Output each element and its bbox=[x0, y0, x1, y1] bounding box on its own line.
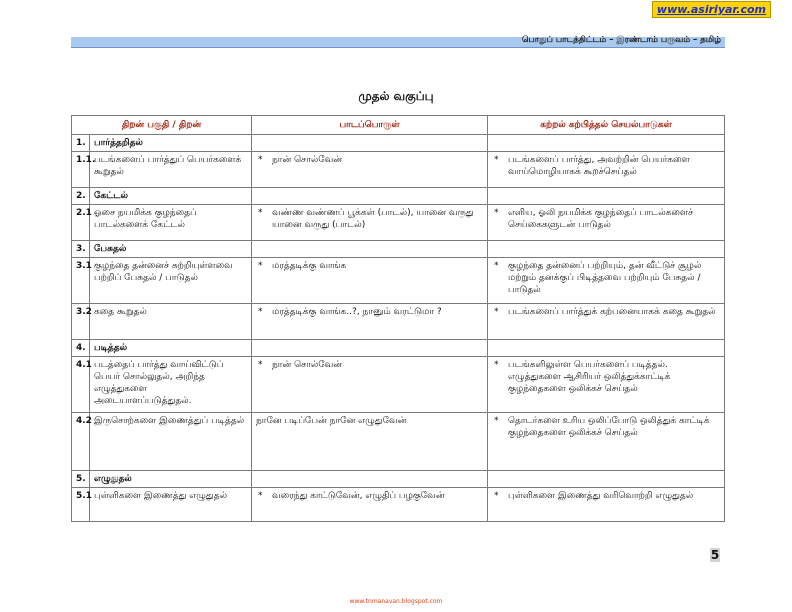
bullet-star-icon: * bbox=[258, 360, 263, 370]
bullet-star-icon: * bbox=[494, 491, 499, 501]
row-topic: நானே படிப்பேன் நானே எழுதுவேன் bbox=[252, 413, 488, 471]
bullet-star-icon: * bbox=[258, 307, 263, 317]
row-number: 3. bbox=[72, 241, 90, 258]
header-band bbox=[71, 37, 725, 48]
table-row bbox=[72, 304, 725, 340]
column-header-skill: திறன் பகுதி / திறன் bbox=[72, 116, 252, 135]
table-header-row bbox=[72, 116, 725, 135]
bullet-star-icon: * bbox=[494, 360, 499, 370]
row-activity: * புள்ளிகளை இணைத்து வரிவொற்றி எழுதுதல் bbox=[488, 488, 725, 522]
syllabus-table bbox=[71, 115, 725, 522]
row-skill: இருசொற்களை இணைத்துப் படித்தல் bbox=[90, 413, 252, 471]
row-activity: * படங்களைப் பார்த்து, அவற்றின் பெயர்களை வாய்மொழியாகக் கூறச்செய்தல் bbox=[488, 152, 725, 188]
row-skill: கேட்டல் bbox=[90, 188, 252, 205]
row-number: 3.1 bbox=[72, 258, 90, 304]
row-activity: * படங்களைப் பார்த்துக் கற்பனையாகக் கதை கூறுதல் bbox=[488, 304, 725, 340]
row-topic bbox=[252, 188, 488, 205]
row-skill: குழந்தை தன்னைச் சுற்றியுள்ளவை பற்றிப் பேசுதல் / பாடுதல் bbox=[90, 258, 252, 304]
footer-url[interactable]: www.tnmanavan.blogspot.com bbox=[349, 598, 443, 605]
row-skill: புள்ளிகளை இணைத்து எழுதுதல் bbox=[90, 488, 252, 522]
bullet-star-icon: * bbox=[494, 208, 499, 218]
bullet-star-icon: * bbox=[258, 491, 263, 501]
table-row bbox=[72, 413, 725, 471]
row-activity: * தொடர்களை உரிய ஒலிப்போடு ஒலித்துக் காட்டிக் குழந்தைகளை ஒலிக்கச் செய்தல் bbox=[488, 413, 725, 471]
column-header-activity: கற்றல் கற்பித்தல் செயல்பாடுகள் bbox=[488, 116, 725, 135]
row-skill: கதை கூறுதல் bbox=[90, 304, 252, 340]
row-skill: பார்த்தறிதல் bbox=[90, 135, 252, 152]
row-skill: படித்தல் bbox=[90, 340, 252, 357]
row-topic bbox=[252, 241, 488, 258]
row-activity bbox=[488, 188, 725, 205]
row-number: 4.2 bbox=[72, 413, 90, 471]
table-row bbox=[72, 205, 725, 241]
table-row bbox=[72, 135, 725, 152]
table-row bbox=[72, 258, 725, 304]
row-number: 1. bbox=[72, 135, 90, 152]
row-number: 5.1 bbox=[72, 488, 90, 522]
bullet-star-icon: * bbox=[494, 261, 499, 271]
row-topic: * நான் சொல்வேன் bbox=[252, 357, 488, 413]
table-row bbox=[72, 488, 725, 522]
row-topic: * மரத்தடிக்கு வாங்க..?, நானும் வரட்டுமா ? bbox=[252, 304, 488, 340]
row-topic: * வண்ண வண்ணப் பூக்கள் (பாடல்), யானை வருது யானை வருது (பாடல்) bbox=[252, 205, 488, 241]
table-row bbox=[72, 471, 725, 488]
row-activity: * எளிய, ஓலி நயமிக்க குழந்தைப் பாடல்களைச் செய்கைகளுடன் பாடுதல் bbox=[488, 205, 725, 241]
row-number: 1.1. bbox=[72, 152, 90, 188]
header-band-text: பொதுப் பாடத்திட்டம் – இரண்டாம் பருவம் – தமிழ் bbox=[521, 35, 721, 45]
row-topic: * நான் சொல்வேன் bbox=[252, 152, 488, 188]
bullet-star-icon: * bbox=[494, 307, 499, 317]
bullet-star-icon: * bbox=[258, 261, 263, 271]
row-skill: பேசுதல் bbox=[90, 241, 252, 258]
bullet-star-icon: * bbox=[494, 416, 499, 426]
class-title: முதல் வகுப்பு bbox=[358, 89, 434, 103]
row-skill: படங்களைப் பார்த்துப் பெயர்களைக் கூறுதல் bbox=[90, 152, 252, 188]
row-number: 4. bbox=[72, 340, 90, 357]
row-number: 2.1 bbox=[72, 205, 90, 241]
row-number: 5. bbox=[72, 471, 90, 488]
table-row bbox=[72, 340, 725, 357]
table-row bbox=[72, 357, 725, 413]
row-number: 3.2 bbox=[72, 304, 90, 340]
row-topic: * வரைந்து காட்டுவேன், எழுதிப் பழகுவேன் bbox=[252, 488, 488, 522]
column-header-topic: பாடப்பொருள் bbox=[252, 116, 488, 135]
row-activity: * படங்களிலுள்ள பெயர்களைப் படித்தல். எழுத்துகளை ஆசிரியர் ஒலித்துக்காட்டிக் குழந்தைகளை ஒலிக்கச் செய்தல் bbox=[488, 357, 725, 413]
page-number: 5 bbox=[710, 548, 720, 562]
bullet-star-icon: * bbox=[258, 208, 263, 218]
table-row bbox=[72, 188, 725, 205]
row-activity bbox=[488, 135, 725, 152]
row-number: 4.1 bbox=[72, 357, 90, 413]
row-topic bbox=[252, 135, 488, 152]
row-skill: படத்தைப் பார்த்து வாய்விட்டுப் பெயர் சொல்லுதல், அறிந்த எழுத்துகளை அடையாளப்படுத்துதல். bbox=[90, 357, 252, 413]
table-row bbox=[72, 241, 725, 258]
row-activity bbox=[488, 471, 725, 488]
row-activity: * குழந்தை தன்னைப் பற்றியும், தன் வீட்டுச் சூழல் மற்றும் தனக்குப் பிடித்தவை பற்றியும் பேசுதல் / பாடுதல் bbox=[488, 258, 725, 304]
row-skill: ஓசை நயமிக்க குழந்தைப் பாடல்களைக் கேட்டல் bbox=[90, 205, 252, 241]
table-row bbox=[72, 152, 725, 188]
bullet-star-icon: * bbox=[494, 155, 499, 165]
bullet-star-icon: * bbox=[258, 155, 263, 165]
site-badge[interactable]: www.asiriyar.com bbox=[652, 1, 771, 18]
row-skill: எழுதுதல் bbox=[90, 471, 252, 488]
row-number: 2. bbox=[72, 188, 90, 205]
row-topic: * மரத்தடிக்கு வாங்க bbox=[252, 258, 488, 304]
row-topic bbox=[252, 340, 488, 357]
row-activity bbox=[488, 340, 725, 357]
row-activity bbox=[488, 241, 725, 258]
row-topic bbox=[252, 471, 488, 488]
